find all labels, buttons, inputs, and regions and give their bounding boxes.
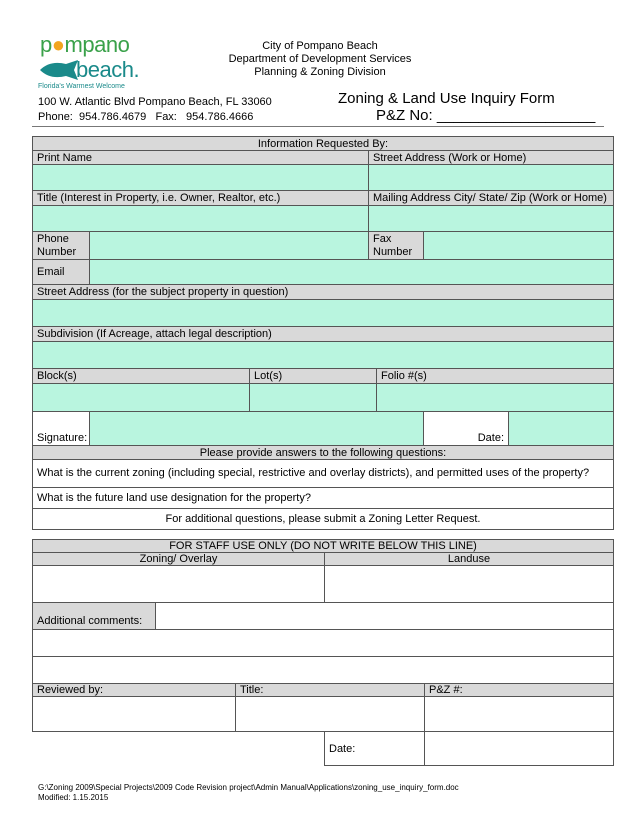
modified-date: Modified: 1.15.2015 [38,793,109,802]
staff-use-section [32,539,613,766]
zoning-overlay-label: Zoning/ Overlay [33,553,325,566]
fax-value: 954.786.4666 [186,111,254,123]
fish-icon [40,60,78,80]
block-label: Block(s) [33,369,250,384]
email-input[interactable] [90,260,614,285]
print-name-label: Print Name [33,151,369,165]
additional-comments-input[interactable] [156,603,614,630]
mailing-address-input[interactable] [369,206,614,232]
block-input[interactable] [33,384,250,412]
question-future-land-use: What is the future land use designation for the property? [33,488,614,509]
reviewed-by-label: Reviewed by: [33,684,236,697]
fax-number-label: Fax Number [369,232,424,260]
staff-title-label: Title: [236,684,425,697]
logo-word-pompano: p●mpano [40,32,130,57]
landuse-input[interactable] [325,566,614,603]
signature-input[interactable] [90,412,424,446]
subject-street-label: Street Address (for the subject property in question) [33,285,614,300]
phone-number-input[interactable] [90,232,369,260]
logo-word-beach: beach. [76,57,140,82]
info-requested-header: Information Requested By: [33,137,614,151]
subject-street-input[interactable] [33,300,614,327]
date-input[interactable] [509,412,614,446]
comments-line-2[interactable] [33,630,614,657]
street-address-input[interactable] [369,165,614,191]
street-address-label: Street Address (Work or Home) [369,151,614,165]
org-line-1: City of Pompano Beach [262,40,378,52]
org-line-3: Planning & Zoning Division [254,66,386,78]
title-interest-label: Title (Interest in Property, i.e. Owner, Realtor, etc.) [33,191,369,206]
pz-num-input[interactable] [425,697,614,732]
pz-number-label: P&Z No: ___________________ [376,107,596,124]
additional-questions-note: For additional questions, please submit a Zoning Letter Request. [33,509,614,530]
fax-number-input[interactable] [424,232,614,260]
mailing-address-label: Mailing Address City/ State/ Zip (Work or Home) [369,191,614,206]
fax-label: Fax: [155,111,177,123]
title-interest-input[interactable] [33,206,369,232]
city-address: 100 W. Atlantic Blvd Pompano Beach, FL 33060 [38,96,272,108]
signature-label: Signature: [33,412,90,446]
city-logo [38,30,148,94]
phone-label: Phone: [38,111,73,123]
logo-tagline: Florida's Warmest Welcome [38,83,125,90]
requester-form [32,136,613,530]
landuse-label: Landuse [325,553,614,566]
subdivision-label: Subdivision (If Acreage, attach legal description) [33,327,614,342]
lot-input[interactable] [250,384,377,412]
phone-number-label: Phone Number [33,232,90,260]
header-rule [32,126,604,127]
reviewed-by-input[interactable] [33,697,236,732]
staff-title-input[interactable] [236,697,425,732]
lot-label: Lot(s) [250,369,377,384]
questions-header: Please provide answers to the following questions: [33,446,614,460]
staff-spacer [33,732,325,766]
question-current-zoning: What is the current zoning (including special, restrictive and overlay districts), and permitted uses of the property? [33,460,614,488]
form-title: Zoning & Land Use Inquiry Form [338,90,555,107]
staff-use-header: FOR STAFF USE ONLY (DO NOT WRITE BELOW THIS LINE) [33,540,614,553]
folio-input[interactable] [377,384,614,412]
email-label: Email [33,260,90,285]
city-phone [38,111,253,123]
subdivision-input[interactable] [33,342,614,369]
staff-date-label: Date: [325,732,425,766]
zoning-overlay-input[interactable] [33,566,325,603]
file-path: G:\Zoning 2009\Special Projects\2009 Code Revision project\Admin Manual\Applications\zoning_use_inquiry_form.doc [38,783,459,792]
date-label: Date: [424,412,509,446]
staff-date-input[interactable] [425,732,614,766]
org-line-2: Department of Development Services [228,53,412,65]
phone-value: 954.786.4679 [79,111,147,123]
folio-label: Folio #(s) [377,369,614,384]
additional-comments-label: Additional comments: [33,603,156,630]
print-name-input[interactable] [33,165,369,191]
comments-line-3[interactable] [33,657,614,684]
pz-num-label: P&Z #: [425,684,614,697]
sun-icon: ● [51,32,65,57]
